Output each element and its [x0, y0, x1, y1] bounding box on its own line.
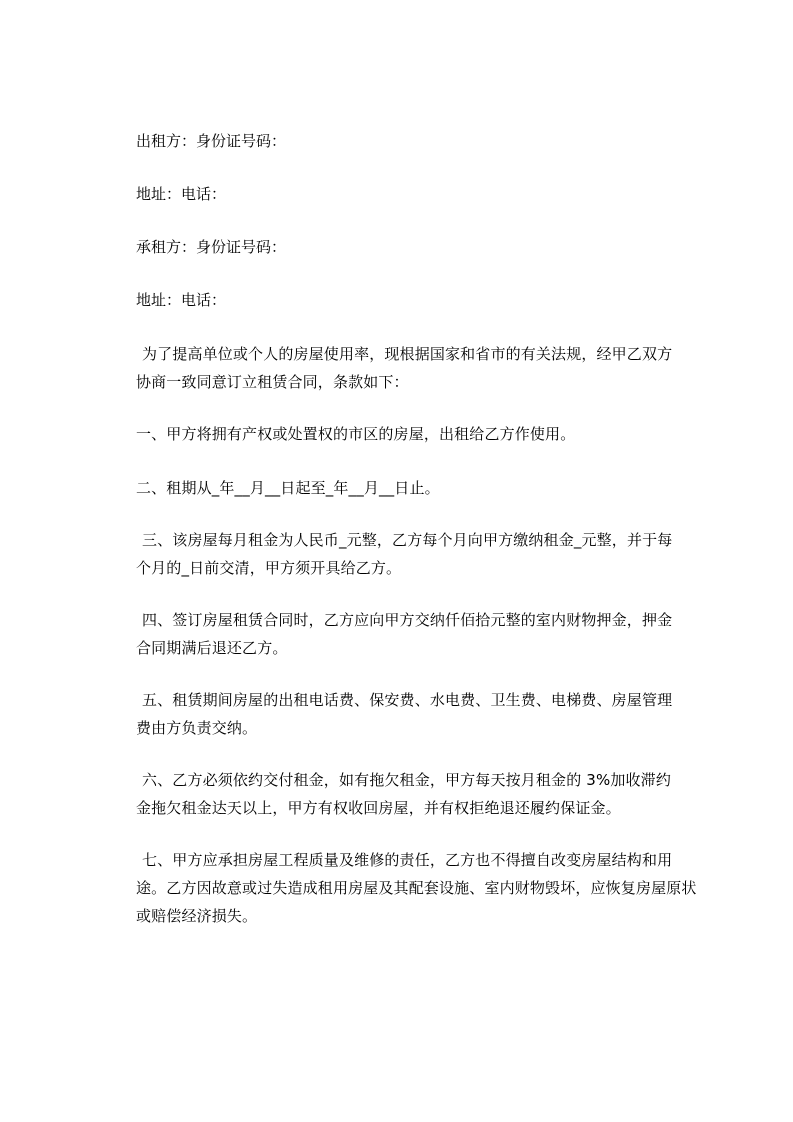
clause-7-line-3: 或赔偿经济损失。 [136, 907, 258, 925]
clause-7-line-1: 七、甲方应承担房屋工程质量及维修的责任，乙方也不得擅自改变房屋结构和用 [142, 851, 673, 869]
clause-7 [136, 846, 701, 930]
clause-7-line-2: 途。乙方因故意或过失造成租用房屋及其配套设施、室内财物毁坏，应恢复房屋原状 [136, 879, 697, 897]
clause-4-line-1: 四、签订房屋租赁合同时，乙方应向甲方交纳仟佰拾元整的室内财物押金，押金 [142, 611, 673, 629]
clause-6 [136, 766, 701, 822]
clause-5 [136, 686, 701, 742]
lessee-id-line: 承租方：身份证号码： [136, 238, 287, 256]
clause-3-line-1: 三、该房屋每月租金为人民币_元整，乙方每个月向甲方缴纳租金_元整，并于每 [142, 531, 673, 549]
preamble-paragraph [136, 340, 701, 396]
lessor-id-line: 出租方：身份证号码： [136, 132, 287, 150]
clause-6-line-2: 金拖欠租金达天以上，甲方有权收回房屋，并有权拒绝退还履约保证金。 [136, 799, 621, 817]
clause-3-line-2: 个月的_日前交清，甲方须开具给乙方。 [136, 559, 402, 577]
clause-5-line-2: 费由方负责交纳。 [136, 719, 258, 737]
clause-1 [136, 420, 701, 448]
lessor-address-line: 地址：电话： [136, 185, 227, 203]
clause-2 [136, 474, 701, 502]
clause-3 [136, 526, 701, 582]
lessee-address-line: 地址：电话： [136, 291, 227, 309]
clause-4-line-2: 合同期满后退还乙方。 [136, 639, 288, 657]
clause-5-line-1: 五、租赁期间房屋的出租电话费、保安费、水电费、卫生费、电梯费、房屋管理 [142, 691, 673, 709]
preamble-line-1: 为了提高单位或个人的房屋使用率，现根据国家和省市的有关法规，经甲乙双方 [142, 345, 673, 363]
preamble-line-2: 协商一致同意订立租赁合同，条款如下： [136, 373, 409, 391]
clause-1-line-1: 一、甲方将拥有产权或处置权的市区的房屋，出租给乙方作使用。 [136, 425, 576, 443]
clause-6-line-1: 六、乙方必须依约交付租金，如有拖欠租金，甲方每天按月租金的 3%加收滞约 [142, 771, 671, 789]
clause-2-line-1: 二、租期从_年__月__日起至_年__月__日止。 [136, 479, 440, 497]
clause-4 [136, 606, 701, 662]
